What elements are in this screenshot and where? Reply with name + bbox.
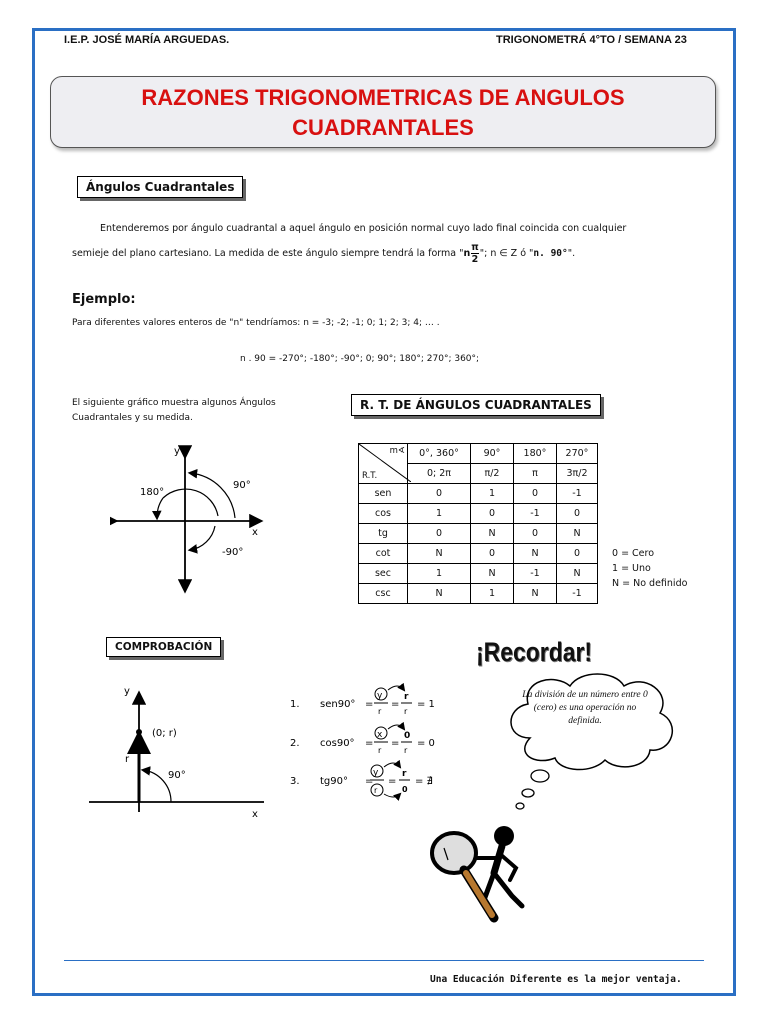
section-label-rt: R. T. DE ÁNGULOS CUADRANTALES (351, 394, 601, 416)
figure-head (494, 826, 514, 846)
header-rad-1: π/2 (471, 464, 514, 484)
header-deg-2: 180° (514, 444, 557, 464)
title-line1: RAZONES TRIGONOMETRICAS DE ANGULOS (141, 85, 625, 110)
arc-180-part2 (157, 498, 163, 518)
svg-text:y: y (377, 691, 383, 701)
label-minus-90: -90° (222, 547, 244, 558)
table-header-row (359, 444, 598, 464)
svg-text:=: = (365, 699, 374, 710)
item2-result: = 0 (417, 738, 435, 749)
r-label: r (125, 754, 130, 765)
svg-text:=: = (365, 776, 374, 787)
table-row: sen 0 1 0 -1 (359, 484, 598, 504)
magnifier-figure-illustration (424, 818, 534, 928)
table-row: cot N 0 N 0 (359, 544, 598, 564)
ejemplo-line1: Para diferentes valores enteros de "n" tendríamos: n = -3; -2; -1; 0; 1; 2; 3; 4; … . (72, 318, 440, 328)
ejemplo-heading: Ejemplo: (72, 292, 136, 307)
definition-line2: semieje del plano cartesiano. La medida de este ángulo siempre tendrá la forma "n $\frac{\pi}{2}$ "; n ∈ Z ó "n. 90°". (72, 242, 576, 265)
school-name: I.E.P. JOSÉ MARÍA ARGUEDAS. (64, 34, 230, 46)
rt-table (358, 443, 598, 604)
label-180: 180° (140, 487, 165, 498)
point-marker (136, 729, 142, 735)
item3-result: = ∄ (415, 776, 433, 787)
title-line2: CUADRANTALES (292, 115, 474, 140)
svg-text:y: y (373, 768, 379, 778)
y-label: y (174, 446, 180, 457)
magnifier-lens (432, 833, 476, 873)
footer-slogan: Una Educación Diferente es la mejor ventaja. (430, 974, 682, 985)
svg-text:r: r (378, 746, 382, 755)
svg-text:r: r (374, 786, 378, 795)
recordar-text: La división de un número entre 0 (cero) es una operación no definida. (522, 690, 648, 726)
arc-180-part1 (163, 489, 218, 516)
angle-label: 90° (168, 770, 186, 781)
footer-divider (64, 960, 704, 961)
ejemplo-line2: n . 90 = -270°; -180°; -90°; 0; 90°; 180°; 270°; 360°; (240, 354, 480, 364)
item3-num: 3. (290, 776, 300, 787)
item3-fn: tg90° (320, 776, 348, 787)
item2-fn: cos90° (320, 738, 355, 749)
svg-text:r: r (404, 707, 408, 716)
quadrantal-angles-diagram (110, 438, 270, 598)
arc-90 (190, 473, 235, 518)
header-deg-1: 90° (471, 444, 514, 464)
item1-result: = 1 (417, 699, 435, 710)
corner-cell: m∢ R.T. (359, 444, 408, 484)
x-label: x (252, 527, 258, 538)
y-label: y (124, 686, 130, 697)
svg-text:0: 0 (404, 731, 411, 741)
arc-90 (143, 770, 171, 802)
svg-text:=: = (391, 699, 400, 710)
svg-text:=: = (391, 738, 400, 749)
recordar-title: ¡Recordar! (476, 637, 593, 667)
pi-over-2-fraction: $\frac{\pi}{2}$ (471, 242, 479, 265)
table-legend: 0 = Cero 1 = Uno N = No definido (612, 548, 688, 589)
section-label-comprobacion: COMPROBACIÓN (106, 637, 221, 657)
section-label-angulos: Ángulos Cuadrantales (77, 176, 243, 198)
graphic-text-line1: El siguiente gráfico muestra algunos Ángulos (72, 398, 276, 408)
item2-num: 2. (290, 738, 300, 749)
table-row: sec 1 N -1 N (359, 564, 598, 584)
svg-text:0: 0 (402, 785, 408, 794)
item1-fn: sen90° (320, 699, 356, 710)
arc-minus-90 (190, 526, 215, 550)
svg-text:r: r (404, 692, 409, 702)
table-row: tg 0 N 0 N (359, 524, 598, 544)
x-label: x (252, 809, 258, 820)
comprobacion-formulas (286, 682, 456, 802)
svg-text:=: = (365, 738, 374, 749)
cloud-bubble-3 (516, 803, 524, 809)
cloud-bubble-2 (522, 789, 534, 797)
graphic-text-line2: Cuadrantales y su medida. (72, 413, 193, 423)
svg-text:r: r (378, 707, 382, 716)
header-rad-3: 3π/2 (557, 464, 598, 484)
svg-text:r: r (404, 746, 408, 755)
header-rad-0: 0; 2π (408, 464, 471, 484)
svg-text:r: r (402, 769, 407, 779)
header-deg-0: 0°, 360° (408, 444, 471, 464)
item1-num: 1. (290, 699, 300, 710)
header-deg-3: 270° (557, 444, 598, 464)
svg-text:=: = (388, 776, 397, 787)
svg-text:x: x (377, 730, 383, 740)
label-90: 90° (233, 480, 251, 491)
title-box (50, 76, 716, 148)
point-label: (0; r) (152, 728, 177, 739)
definition-line1: Entenderemos por ángulo cuadrantal a aquel ángulo en posición normal cuyo lado final coincida con cualquier (100, 223, 627, 234)
comprobacion-diagram (84, 684, 274, 824)
table-row: cos 1 0 -1 0 (359, 504, 598, 524)
cloud-bubble-1 (531, 770, 549, 782)
header-rad-2: π (514, 464, 557, 484)
course-week: TRIGONOMETRÁ 4°TO / SEMANA 23 (496, 34, 687, 46)
table-row: csc N 1 N -1 (359, 584, 598, 604)
